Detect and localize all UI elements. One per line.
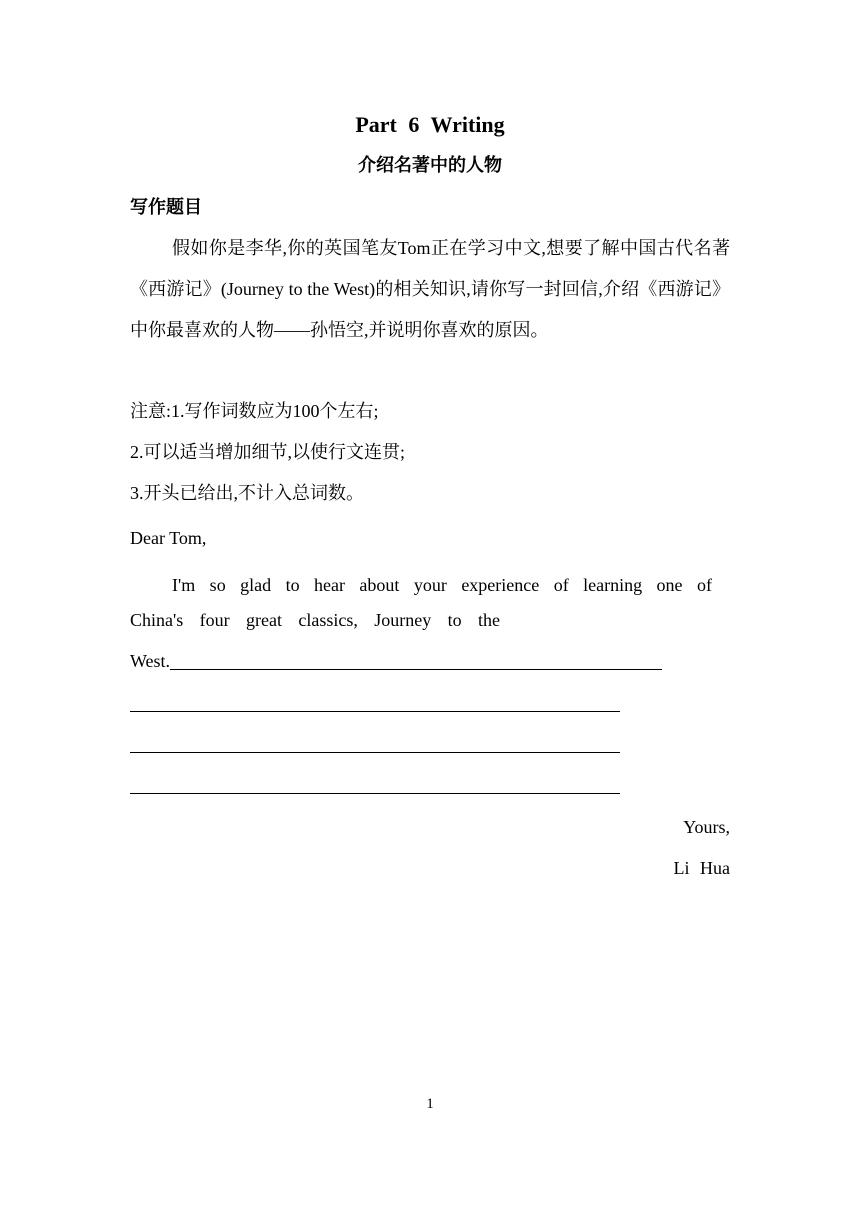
letter-opening-line-3 — [130, 647, 662, 675]
letter-signature: Li Hua — [673, 858, 730, 878]
page-subtitle: 介绍名著中的人物 — [358, 155, 502, 176]
answer-blank-4[interactable] — [130, 793, 620, 794]
letter-salutation: Dear Tom, — [130, 528, 207, 548]
page-title: Part 6 Writing — [355, 112, 505, 137]
letter-opening-word: West. — [130, 651, 171, 671]
note-line-2: 2.可以适当增加细节,以使行文连贯; — [130, 442, 405, 462]
answer-blank-1[interactable] — [170, 647, 662, 670]
letter-closing: Yours, — [683, 817, 730, 837]
note-line-1: 注意:1.写作词数应为100个左右; — [130, 401, 379, 421]
section-heading: 写作题目 — [130, 197, 202, 218]
page-number: 1 — [426, 1096, 434, 1112]
note-line-3: 3.开头已给出,不计入总词数。 — [130, 483, 364, 503]
answer-blank-2[interactable] — [130, 711, 620, 712]
letter-opening-line-2: China's four great classics, Journey to the — [130, 610, 500, 630]
letter-opening-line-1: I'm so glad to hear about your experience of learning one of — [172, 575, 712, 595]
prompt-paragraph: 假如你是李华,你的英国笔友Tom正在学习中文,想要了解中国古代名著《西游记》(Journey to the West)的相关知识,请你写一封回信,介绍《西游记》中你最喜欢的人物——孙悟空,并说明你喜欢的原因。 — [130, 238, 730, 340]
answer-blank-3[interactable] — [130, 752, 620, 753]
